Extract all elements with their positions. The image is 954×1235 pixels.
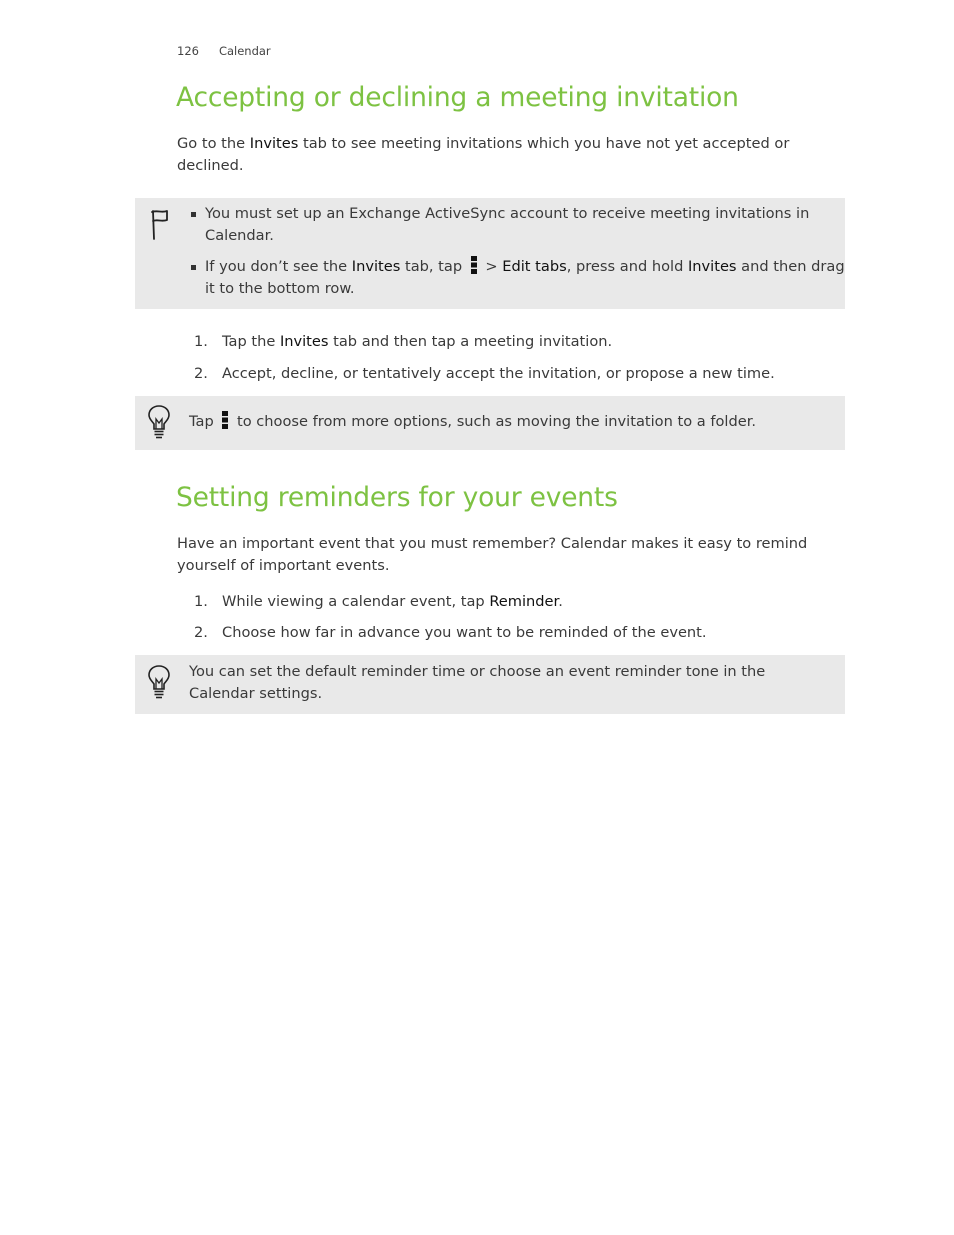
note-bullet-edit-tabs: If you don’t see the Invites tab, tap > Edit tabs, press and hold Invites and then drag it to the bottom row. [205,256,847,300]
tip-text-reminder-settings: You can set the default reminder time or choose an event reminder tone in the Calendar settings. [189,663,766,702]
note-bullet-activesync: You must set up an Exchange ActiveSync account to receive meeting invitations in Calendar. [205,203,847,247]
section-title-accepting: Accepting or declining a meeting invitation [176,82,739,113]
reminders-intro: Have an important event that you must remember? Calendar makes it easy to remind yourself of important events. [177,535,808,574]
menu-dots-icon [222,411,228,429]
menu-dots-icon [471,256,477,274]
section-name: Calendar [218,44,271,58]
reminder-step-2: 2. Choose how far in advance you want to be reminded of the event. [194,624,707,641]
lightbulb-icon [147,404,171,444]
step-1: 1. Tap the Invites tab and then tap a meeting invitation. [194,333,613,350]
step-2: 2. Accept, decline, or tentatively accept the invitation, or propose a new time. [194,365,775,382]
lightbulb-icon [147,664,171,704]
invites-label: Invites [249,135,299,152]
reminder-step-1: 1. While viewing a calendar event, tap Reminder. [194,593,563,610]
section-title-reminders: Setting reminders for your events [176,482,618,513]
page-header [177,44,271,58]
intro-paragraph: Go to the Invites tab to see meeting invitations which you have not yet accepted or declined. [177,135,790,174]
flag-icon [147,207,171,245]
page-number: 126 [177,44,199,58]
tip-text-more-options: Tap to choose from more options, such as moving the invitation to a folder. [189,413,757,430]
